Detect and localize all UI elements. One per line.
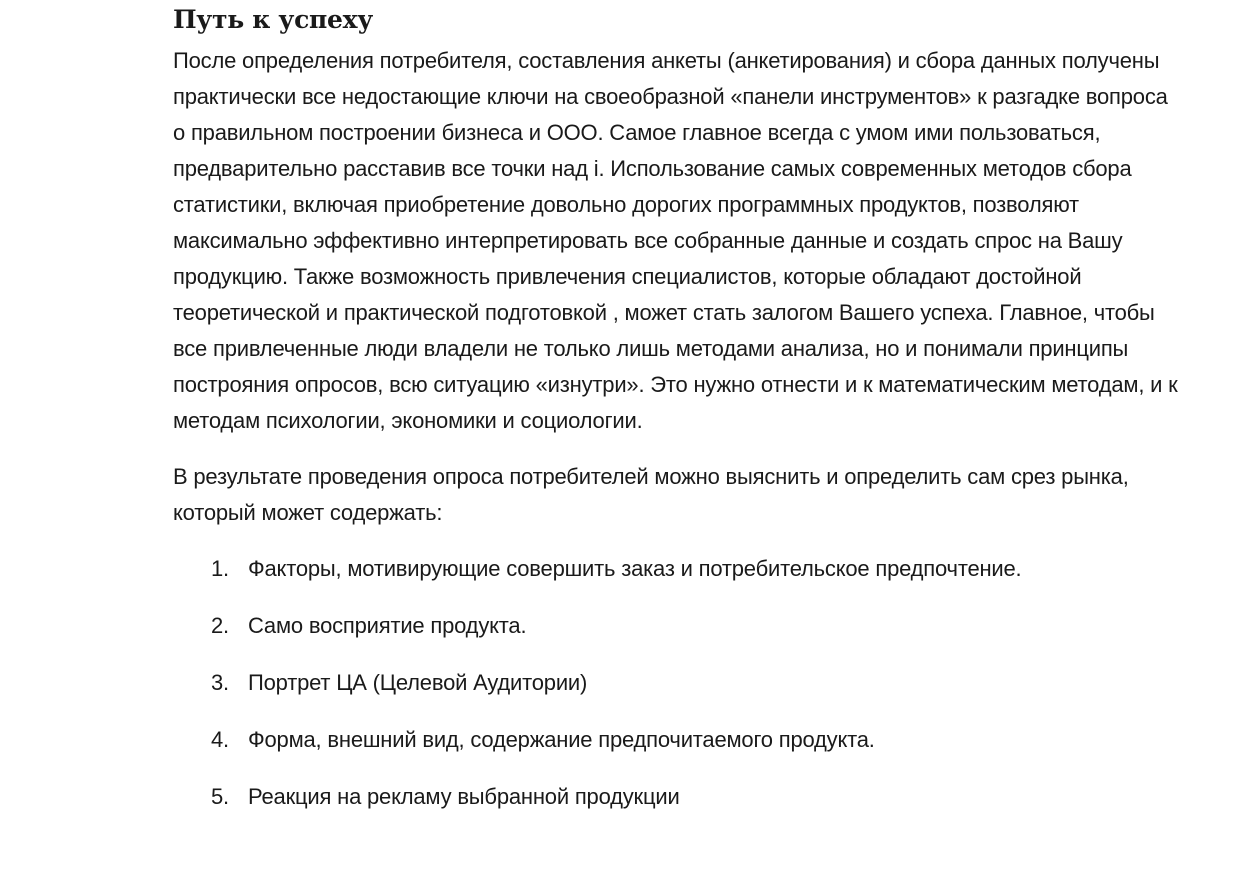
list-item-text: Само восприятие продукта. bbox=[248, 613, 527, 638]
list-item-number: 1. bbox=[211, 556, 229, 581]
list-item bbox=[173, 665, 1183, 701]
list-item-text: Форма, внешний вид, содержание предпочитаемого продукта. bbox=[248, 727, 875, 752]
list-item bbox=[173, 608, 1183, 644]
body-paragraph-2: В результате проведения опроса потребителей можно выяснить и определить сам срез рынка, который может содержать: bbox=[173, 464, 1129, 525]
list-item-number: 4. bbox=[211, 727, 229, 752]
list-item bbox=[173, 722, 1183, 758]
list-item-number: 5. bbox=[211, 784, 229, 809]
list-item-number: 2. bbox=[211, 613, 229, 638]
list-item bbox=[173, 779, 1183, 815]
body-paragraph-1: После определения потребителя, составления анкеты (анкетирования) и сбора данных получены практически все недостающие ключи на своеобразной «панели инструментов» к разгадке вопроса о правильном построении бизнеса и ООО. Самое главное всегда с умом ими пользоваться, предварительно расставив все точки над i. Использование самых современных методов сбора статистики, включая приобретение довольно дорогих программных продуктов, позволяют максимально эффективно интерпретировать все собранные данные и создать спрос на Вашу продукцию. Также возможность привлечения специалистов, которые обладают достойной теоретической и практической подготовкой , может стать залогом Вашего успеха. Главное, чтобы все привлеченные люди владели не только лишь методами анализа, но и понимали принципы построяния опросов, всю ситуацию «изнутри». Это нужно отнести и к математическим методам, и к методам психологии, экономики и социологии. bbox=[173, 48, 1178, 433]
document-page bbox=[173, 0, 1183, 836]
list-item bbox=[173, 551, 1183, 587]
list-item-text: Портрет ЦА (Целевой Аудитории) bbox=[248, 670, 588, 695]
list-item-number: 3. bbox=[211, 670, 229, 695]
document-title: Путь к успеху bbox=[173, 5, 373, 34]
list-item-text: Факторы, мотивирующие совершить заказ и потребительское предпочтение. bbox=[248, 556, 1022, 581]
list-item-text: Реакция на рекламу выбранной продукции bbox=[248, 784, 680, 809]
numbered-list bbox=[173, 551, 1183, 815]
